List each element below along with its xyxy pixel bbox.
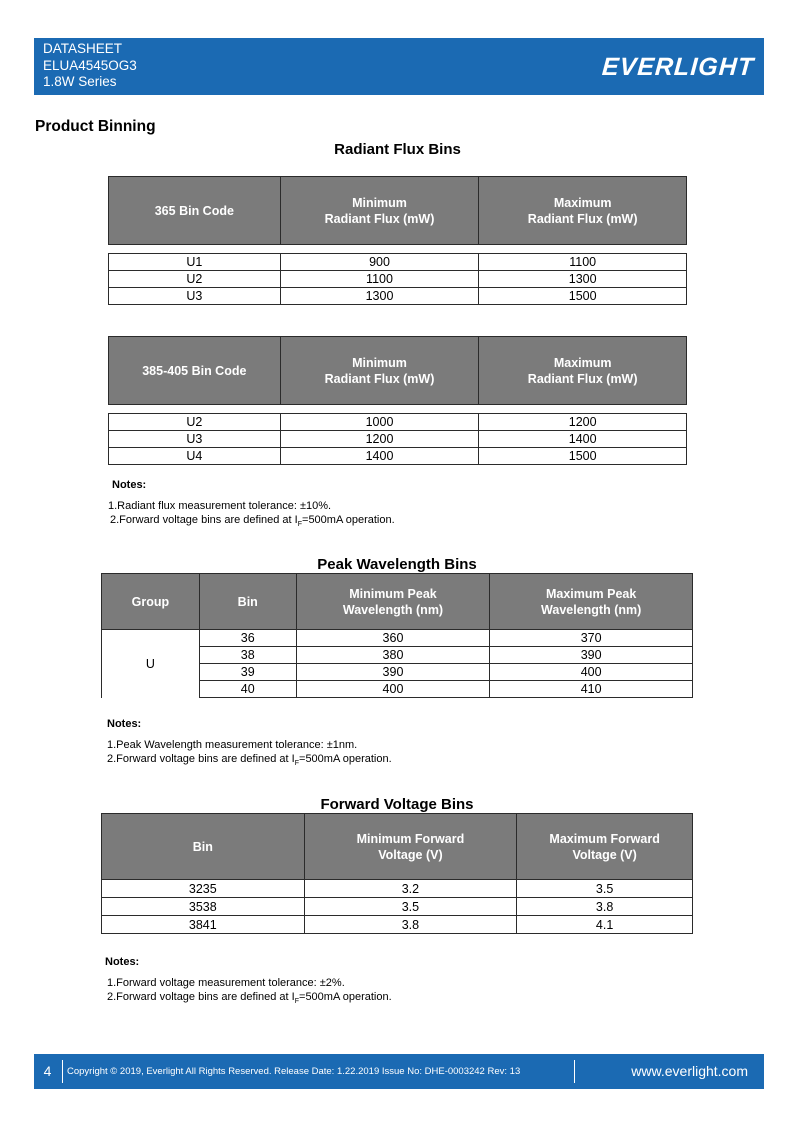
- notes-heading: Notes:: [105, 956, 140, 968]
- col-header-bin: Bin: [199, 574, 296, 630]
- col-header-max-flux: Maximum Radiant Flux (mW): [479, 177, 687, 245]
- note-item: 2.Forward voltage bins are defined at $I_F=500mA$ operation.: [107, 991, 392, 1006]
- table-row: U1 900 1100: [109, 254, 687, 271]
- part-number: ELUA4545OG3: [43, 57, 137, 73]
- col-header-min-flux: Minimum Radiant Flux (mW): [280, 177, 479, 245]
- table-row: U2 1000 1200: [109, 414, 687, 431]
- peak-wavelength-table: [101, 573, 693, 698]
- page-footer: [34, 1054, 764, 1089]
- section-title: Product Binning: [35, 118, 156, 135]
- notes-heading: Notes:: [112, 479, 147, 491]
- table-row: 39 390 400: [102, 664, 693, 681]
- forward-voltage-table: [101, 813, 693, 934]
- group-cell: U: [102, 630, 200, 698]
- page-number: 4: [43, 1063, 52, 1079]
- table-row: U2 1100 1300: [109, 271, 687, 288]
- note-item: 2.Forward voltage bins are defined at $I_F=500mA$ operation.: [107, 753, 392, 768]
- forward-voltage-title: Forward Voltage Bins: [320, 796, 474, 813]
- col-header-min-flux: Minimum Radiant Flux (mW): [280, 337, 479, 405]
- note-item: 2.Forward voltage bins are defined at $I_F=500mA$ operation.: [110, 514, 395, 529]
- footer-divider: [574, 1060, 575, 1083]
- col-header-max-flux: Maximum Radiant Flux (mW): [479, 337, 687, 405]
- footer-divider: [62, 1060, 63, 1083]
- col-header-max-peak: Maximum Peak Wavelength (nm): [490, 574, 693, 630]
- everlight-logo: EVERLIGHT: [600, 53, 756, 81]
- radiant-flux-table-385-405: [108, 336, 687, 465]
- table-row: 3841 3.8 4.1: [102, 916, 693, 934]
- page-header: [34, 38, 764, 95]
- col-header-min-voltage: Minimum Forward Voltage (V): [304, 814, 517, 880]
- radiant-flux-table-365: [108, 176, 687, 305]
- table-row: 3538 3.5 3.8: [102, 898, 693, 916]
- col-header-bin-code: 365 Bin Code: [109, 177, 281, 245]
- table-row: 40 400 410: [102, 681, 693, 698]
- table-row: U3 1300 1500: [109, 288, 687, 305]
- col-header-bin-code: 385-405 Bin Code: [109, 337, 281, 405]
- table-row: U3 1200 1400: [109, 431, 687, 448]
- radiant-flux-title: Radiant Flux Bins: [334, 141, 461, 158]
- col-header-group: Group: [102, 574, 200, 630]
- col-header-bin: Bin: [102, 814, 305, 880]
- col-header-min-peak: Minimum Peak Wavelength (nm): [296, 574, 490, 630]
- note-item: 1.Forward voltage measurement tolerance: ±2%.: [107, 977, 345, 989]
- header-text: [43, 41, 137, 91]
- copyright-text: Copyright © 2019, Everlight All Rights Reserved. Release Date: 1.22.2019 Issue No: DHE-0003242 Rev: 13: [67, 1066, 521, 1077]
- notes-heading: Notes:: [107, 718, 142, 730]
- doc-type: DATASHEET: [43, 41, 123, 56]
- peak-wavelength-title: Peak Wavelength Bins: [317, 556, 477, 573]
- note-item: 1.Peak Wavelength measurement tolerance: ±1nm.: [107, 739, 358, 751]
- col-header-max-voltage: Maximum Forward Voltage (V): [517, 814, 693, 880]
- table-row: U 36 360 370: [102, 630, 693, 647]
- table-row: 38 380 390: [102, 647, 693, 664]
- website-link[interactable]: www.everlight.com: [631, 1063, 748, 1079]
- note-item: 1.Radiant flux measurement tolerance: ±10%.: [108, 500, 332, 512]
- table-row: U4 1400 1500: [109, 448, 687, 465]
- series-name: 1.8W Series: [43, 74, 117, 89]
- table-row: 3235 3.2 3.5: [102, 880, 693, 898]
